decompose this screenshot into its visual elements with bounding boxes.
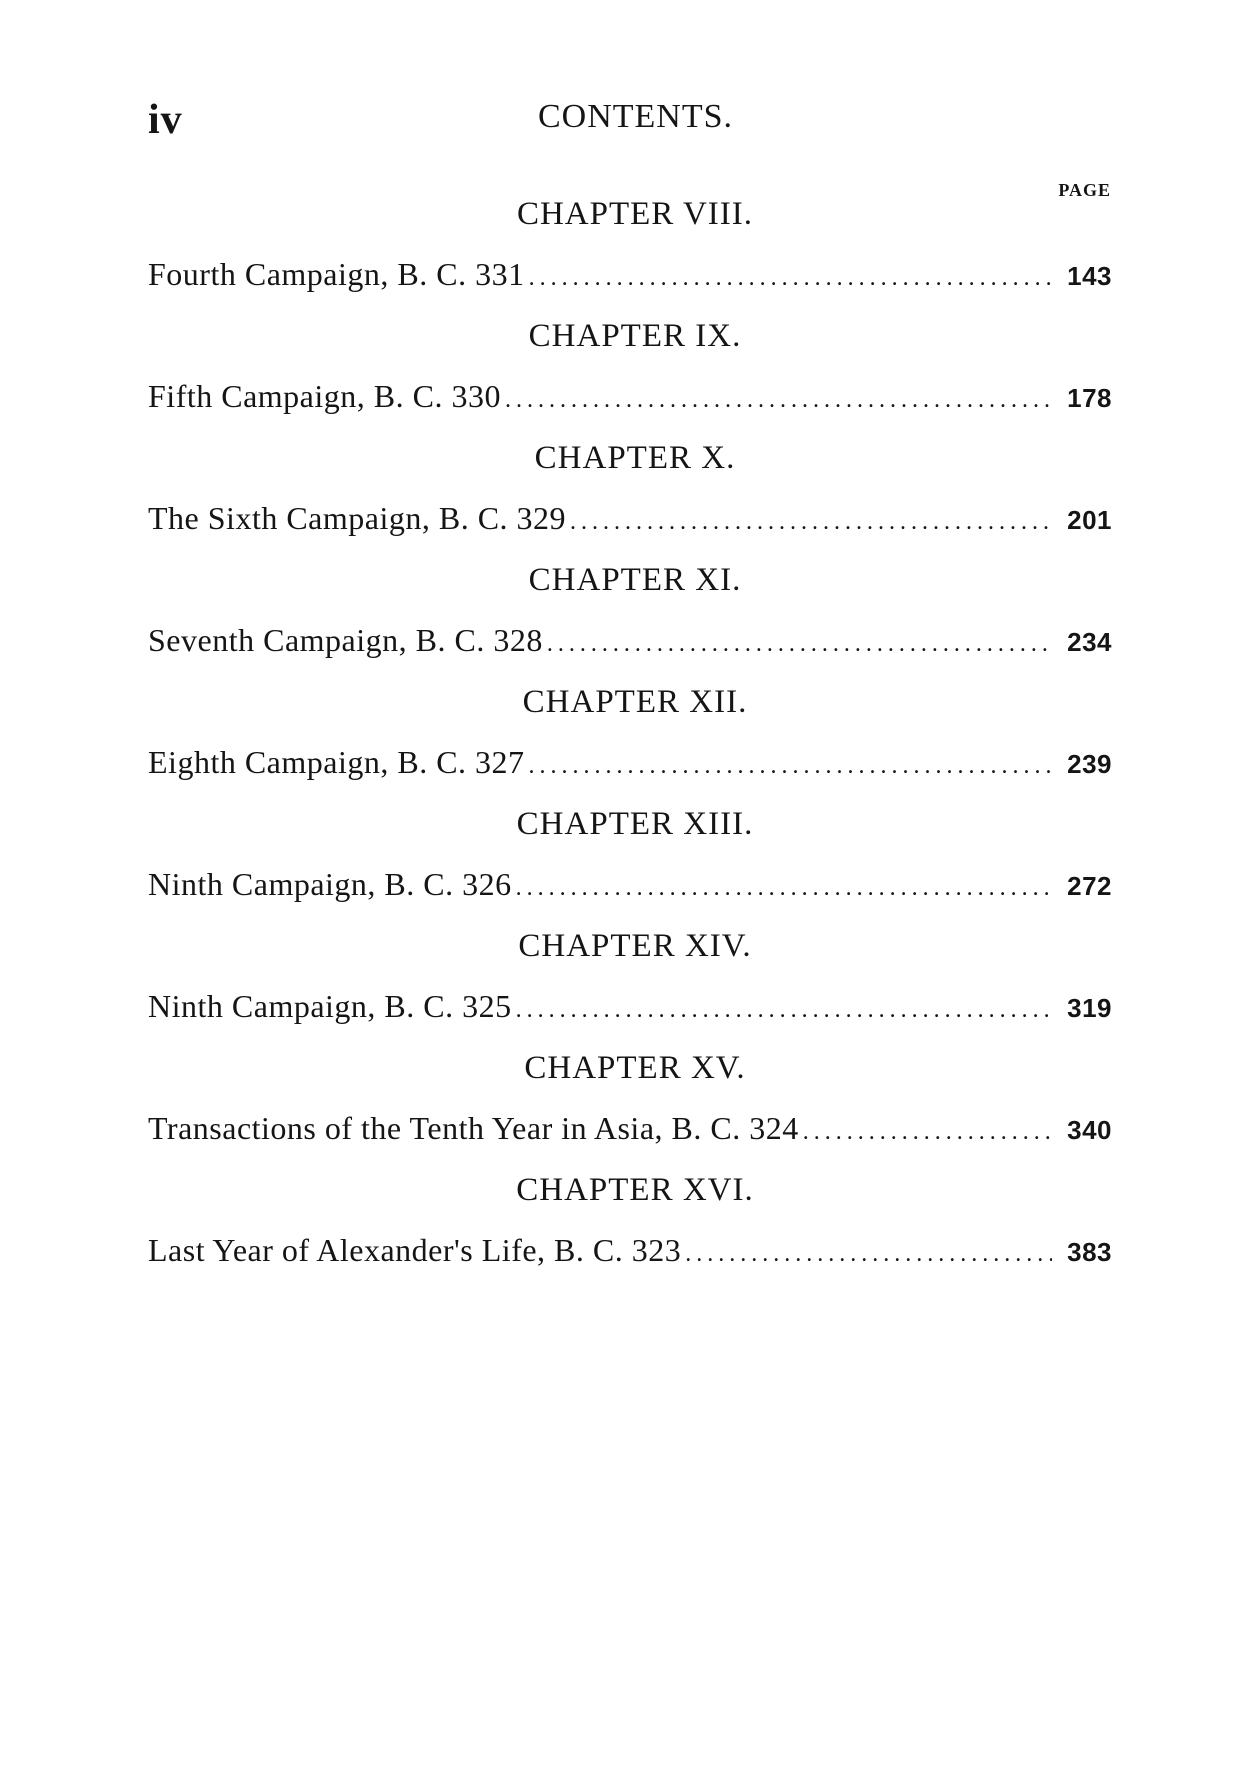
toc-entry <box>148 378 1112 415</box>
chapter-heading: CHAPTER VIII. <box>516 196 754 232</box>
dot-leader <box>803 1119 1052 1146</box>
running-head: CONTENTS. <box>537 98 734 135</box>
page-folio: iv <box>148 97 183 143</box>
toc-chapter <box>148 684 1112 806</box>
entry-page-number: 143 <box>1067 261 1112 291</box>
toc-chapter <box>148 1172 1112 1294</box>
chapter-heading: CHAPTER XV. <box>524 1050 746 1086</box>
toc-entry <box>148 1232 1112 1269</box>
table-of-contents <box>148 196 1112 1294</box>
dot-leader <box>547 631 1052 658</box>
entry-title: Fourth Campaign, B. C. 331 <box>148 256 525 292</box>
toc-chapter <box>148 1050 1112 1172</box>
chapter-heading: CHAPTER X. <box>534 440 736 476</box>
toc-chapter <box>148 928 1112 1050</box>
toc-chapter <box>148 806 1112 928</box>
dot-leader <box>505 387 1052 414</box>
chapter-heading: CHAPTER XVI. <box>516 1172 754 1208</box>
toc-entry <box>148 988 1112 1025</box>
dot-leader <box>529 265 1052 292</box>
entry-title: Fifth Campaign, B. C. 330 <box>148 378 501 414</box>
entry-page-number: 234 <box>1067 627 1112 657</box>
dot-leader <box>516 997 1052 1024</box>
entry-page-number: 272 <box>1067 871 1112 901</box>
toc-entry <box>148 500 1112 537</box>
chapter-heading: CHAPTER XIII. <box>516 806 754 842</box>
toc-entry <box>148 1110 1112 1147</box>
entry-page-number: 383 <box>1067 1237 1112 1267</box>
toc-entry <box>148 866 1112 903</box>
entry-page-number: 239 <box>1067 749 1112 779</box>
dot-leader <box>516 875 1052 902</box>
entry-title: Ninth Campaign, B. C. 326 <box>148 866 512 902</box>
entry-title: Last Year of Alexander's Life, B. C. 323 <box>148 1232 682 1268</box>
entry-page-number: 319 <box>1067 993 1112 1023</box>
chapter-heading: CHAPTER IX. <box>528 318 742 354</box>
entry-title: Ninth Campaign, B. C. 325 <box>148 988 512 1024</box>
entry-page-number: 340 <box>1067 1115 1112 1145</box>
toc-chapter <box>148 196 1112 318</box>
chapter-heading: CHAPTER XI. <box>528 562 742 598</box>
toc-chapter <box>148 318 1112 440</box>
page-column-label: PAGE <box>1058 180 1111 200</box>
entry-title: Transactions of the Tenth Year in Asia, B. C. 324 <box>148 1110 799 1146</box>
dot-leader <box>529 753 1052 780</box>
entry-page-number: 178 <box>1067 383 1112 413</box>
chapter-heading: CHAPTER XIV. <box>518 928 752 964</box>
toc-entry <box>148 256 1112 293</box>
toc-entry <box>148 622 1112 659</box>
toc-chapter <box>148 440 1112 562</box>
entry-title: Seventh Campaign, B. C. 328 <box>148 622 543 658</box>
toc-chapter <box>148 562 1112 684</box>
chapter-heading: CHAPTER XII. <box>522 684 748 720</box>
entry-title: The Sixth Campaign, B. C. 329 <box>148 500 567 536</box>
entry-page-number: 201 <box>1067 505 1112 535</box>
toc-entry <box>148 744 1112 781</box>
dot-leader <box>685 1241 1052 1268</box>
entry-title: Eighth Campaign, B. C. 327 <box>148 744 525 780</box>
dot-leader <box>570 509 1052 536</box>
